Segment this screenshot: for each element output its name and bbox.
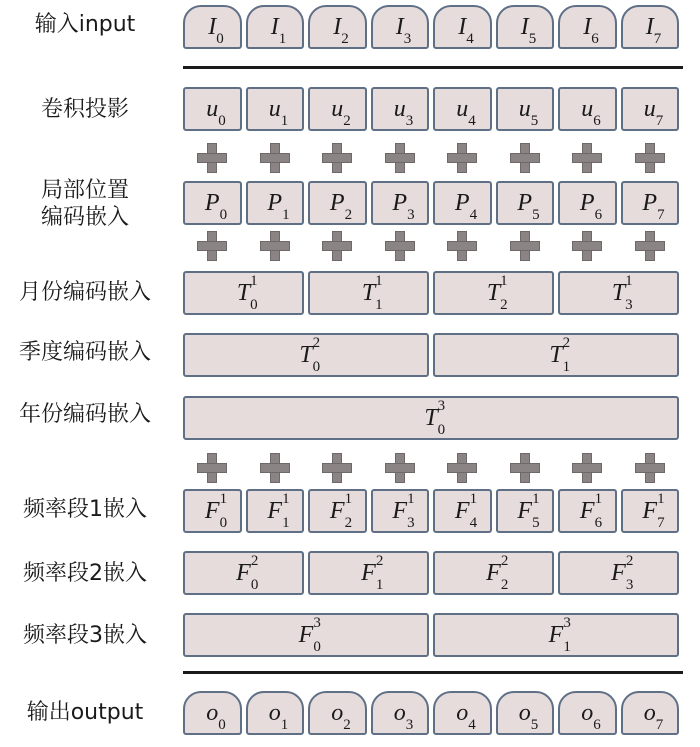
month-cell-symbol: T 1 0 [236, 272, 258, 313]
superscript: 1 [625, 272, 633, 289]
input-cell-3 [371, 5, 430, 49]
subscript: 7 [653, 30, 662, 47]
output-cell-2 [308, 691, 367, 735]
superscript: 3 [313, 614, 321, 631]
input-cell-5 [496, 5, 555, 49]
conv-cell-symbol: u 7 [643, 95, 664, 129]
band1-cell-0 [183, 489, 242, 533]
band1-cell-6 [558, 489, 617, 533]
pos-cell-2 [308, 181, 367, 225]
subscript: 2 [344, 514, 353, 531]
season-cell-symbol: T 2 1 [549, 334, 571, 375]
input-cell-symbol: I 4 [458, 13, 474, 47]
conv-cell-symbol: u 3 [393, 95, 414, 129]
conv-cell-2 [308, 87, 367, 131]
row-label-year: 年份编码嵌入 [18, 402, 151, 427]
row-label-input: 输入input [34, 12, 136, 37]
output-cell-7 [621, 691, 680, 735]
plus-icon [447, 231, 477, 261]
band3-cell-0 [183, 613, 429, 657]
output-cell-symbol: o 7 [643, 699, 664, 733]
subscript: 3 [405, 716, 414, 733]
pos-cell-symbol: P 1 [267, 189, 290, 223]
month-cell-0 [183, 271, 304, 315]
subscript: 1 [278, 30, 287, 47]
subscript: 0 [313, 638, 321, 655]
subscript: 4 [469, 206, 478, 223]
row-label-conv: 卷积投影 [40, 97, 129, 122]
subscript: 1 [280, 112, 289, 129]
subscript: 1 [563, 638, 571, 655]
band2-cell-symbol: F 2 3 [611, 552, 634, 593]
conv-cell-symbol: u 0 [206, 95, 226, 129]
pos-cell-symbol: P 3 [392, 189, 415, 223]
plus-icon [447, 143, 477, 173]
plus-icon [635, 453, 665, 483]
conv-cell-3 [371, 87, 430, 131]
output-cell-symbol: o 2 [331, 699, 351, 733]
subscript: 7 [655, 716, 664, 733]
subscript: 0 [218, 112, 226, 129]
subscript: 3 [407, 206, 415, 223]
band2-cell-symbol: F 2 1 [361, 552, 384, 593]
plus-icon [510, 143, 540, 173]
band2-cell-2 [433, 551, 554, 595]
subscript: 3 [625, 576, 634, 593]
year-cell-0 [183, 396, 679, 440]
subscript: 2 [343, 716, 351, 733]
plus-icon [510, 231, 540, 261]
band1-cell-symbol: F 1 6 [579, 490, 603, 531]
superscript: 3 [437, 397, 446, 414]
output-cell-symbol: o 1 [268, 699, 289, 733]
input-cell-6 [558, 5, 617, 49]
year-cell-symbol: T 3 0 [424, 397, 446, 438]
plus-icon [510, 453, 540, 483]
plus-icon [260, 453, 290, 483]
superscript: 1 [250, 272, 258, 289]
row-label-pos-line1: 局部位置 [40, 178, 129, 203]
month-cell-1 [308, 271, 429, 315]
season-cell-0 [183, 333, 429, 377]
output-cell-symbol: o 3 [393, 699, 414, 733]
conv-cell-6 [558, 87, 617, 131]
plus-icon [197, 143, 227, 173]
conv-cell-4 [433, 87, 492, 131]
superscript: 1 [594, 490, 603, 507]
pos-cell-symbol: P 0 [204, 189, 228, 223]
subscript: 6 [593, 716, 601, 733]
subscript: 7 [657, 206, 665, 223]
band1-cell-symbol: F 1 2 [329, 490, 353, 531]
season-cell-symbol: T 2 0 [299, 334, 321, 375]
output-separator-line [183, 671, 683, 674]
subscript: 0 [437, 421, 446, 438]
plus-icon [572, 231, 602, 261]
output-cell-1 [246, 691, 305, 735]
band2-cell-symbol: F 2 0 [236, 552, 259, 593]
pos-cell-symbol: P 7 [642, 189, 665, 223]
plus-icon [635, 143, 665, 173]
subscript: 3 [625, 296, 633, 313]
row-label-month: 月份编码嵌入 [18, 280, 151, 305]
subscript: 6 [593, 112, 601, 129]
input-cell-1 [246, 5, 305, 49]
row-label-pos-line2: 编码嵌入 [40, 205, 129, 230]
subscript: 0 [250, 576, 259, 593]
plus-icon [572, 453, 602, 483]
band1-cell-symbol: F 1 3 [392, 490, 415, 531]
band1-cell-symbol: F 1 0 [204, 490, 228, 531]
input-cell-0 [183, 5, 242, 49]
conv-cell-5 [496, 87, 555, 131]
subscript: 5 [528, 30, 537, 47]
band3-cell-1 [433, 613, 679, 657]
pos-cell-symbol: P 5 [517, 189, 540, 223]
plus-icon [572, 143, 602, 173]
superscript: 1 [219, 490, 228, 507]
subscript: 4 [468, 112, 476, 129]
input-cell-4 [433, 5, 492, 49]
plus-icon [322, 231, 352, 261]
input-cell-symbol: I 1 [270, 13, 287, 47]
plus-icon [260, 231, 290, 261]
pos-cell-7 [621, 181, 680, 225]
subscript: 7 [657, 514, 665, 531]
superscript: 1 [282, 490, 290, 507]
pos-cell-symbol: P 2 [329, 189, 353, 223]
superscript: 1 [375, 272, 383, 289]
subscript: 3 [407, 514, 415, 531]
subscript: 4 [469, 514, 478, 531]
month-cell-symbol: T 1 1 [361, 272, 383, 313]
month-cell-symbol: T 1 2 [486, 272, 508, 313]
plus-icon [260, 143, 290, 173]
pos-cell-6 [558, 181, 617, 225]
subscript: 7 [655, 112, 664, 129]
pos-cell-0 [183, 181, 242, 225]
output-cell-symbol: o 6 [581, 699, 601, 733]
row-label-band2: 频率段2嵌入 [23, 561, 147, 586]
row-label-output: 输出output [26, 700, 144, 725]
conv-cell-symbol: u 5 [518, 95, 539, 129]
pos-cell-5 [496, 181, 555, 225]
subscript: 0 [216, 30, 224, 47]
pos-cell-1 [246, 181, 305, 225]
plus-icon [447, 453, 477, 483]
subscript: 2 [500, 296, 508, 313]
plus-icon [635, 231, 665, 261]
band1-cell-3 [371, 489, 430, 533]
output-cell-6 [558, 691, 617, 735]
input-cell-symbol: I 0 [208, 13, 224, 47]
input-separator-line [183, 66, 683, 69]
plus-icon [197, 231, 227, 261]
band2-cell-0 [183, 551, 304, 595]
subscript: 4 [468, 716, 476, 733]
output-cell-4 [433, 691, 492, 735]
subscript: 1 [562, 358, 571, 375]
superscript: 1 [657, 490, 665, 507]
conv-cell-1 [246, 87, 305, 131]
subscript: 0 [218, 716, 226, 733]
band1-cell-1 [246, 489, 305, 533]
subscript: 5 [532, 206, 540, 223]
plus-icon [385, 453, 415, 483]
band1-cell-symbol: F 1 4 [454, 490, 478, 531]
plus-icon [385, 143, 415, 173]
plus-icon [385, 231, 415, 261]
subscript: 4 [466, 30, 474, 47]
pos-cell-4 [433, 181, 492, 225]
subscript: 1 [375, 296, 383, 313]
band1-cell-5 [496, 489, 555, 533]
band1-cell-symbol: F 1 1 [267, 490, 290, 531]
subscript: 1 [282, 206, 290, 223]
conv-cell-symbol: u 2 [331, 95, 351, 129]
subscript: 2 [500, 576, 509, 593]
subscript: 0 [219, 206, 228, 223]
subscript: 0 [312, 358, 321, 375]
input-cell-symbol: I 2 [333, 13, 349, 47]
output-cell-symbol: o 0 [206, 699, 226, 733]
conv-cell-symbol: u 1 [268, 95, 289, 129]
input-cell-symbol: I 5 [520, 13, 537, 47]
pos-cell-symbol: P 4 [454, 189, 478, 223]
band3-cell-symbol: F 3 0 [298, 614, 321, 655]
superscript: 2 [312, 334, 321, 351]
band1-cell-symbol: F 1 7 [642, 490, 665, 531]
plus-icon [322, 143, 352, 173]
output-cell-3 [371, 691, 430, 735]
subscript: 2 [341, 30, 349, 47]
superscript: 2 [562, 334, 571, 351]
output-cell-symbol: o 4 [456, 699, 476, 733]
month-cell-3 [558, 271, 679, 315]
input-cell-2 [308, 5, 367, 49]
superscript: 2 [375, 552, 384, 569]
plus-icon [322, 453, 352, 483]
subscript: 6 [594, 206, 603, 223]
month-cell-symbol: T 1 3 [611, 272, 633, 313]
conv-cell-symbol: u 6 [581, 95, 601, 129]
subscript: 2 [343, 112, 351, 129]
row-label-season: 季度编码嵌入 [18, 340, 151, 365]
subscript: 2 [344, 206, 353, 223]
band2-cell-symbol: F 2 2 [486, 552, 509, 593]
subscript: 1 [282, 514, 290, 531]
superscript: 2 [500, 552, 509, 569]
input-cell-7 [621, 5, 680, 49]
band1-cell-4 [433, 489, 492, 533]
band1-cell-7 [621, 489, 680, 533]
subscript: 0 [219, 514, 228, 531]
superscript: 3 [563, 614, 571, 631]
subscript: 6 [591, 30, 599, 47]
band2-cell-3 [558, 551, 679, 595]
row-label-band3: 频率段3嵌入 [23, 623, 147, 648]
output-cell-0 [183, 691, 242, 735]
conv-cell-7 [621, 87, 680, 131]
subscript: 0 [250, 296, 258, 313]
plus-icon [197, 453, 227, 483]
subscript: 5 [530, 716, 539, 733]
input-cell-symbol: I 7 [645, 13, 662, 47]
subscript: 6 [594, 514, 603, 531]
subscript: 1 [280, 716, 289, 733]
subscript: 5 [532, 514, 540, 531]
band1-cell-symbol: F 1 5 [517, 490, 540, 531]
band3-cell-symbol: F 3 1 [548, 614, 571, 655]
superscript: 1 [469, 490, 478, 507]
month-cell-2 [433, 271, 554, 315]
output-cell-5 [496, 691, 555, 735]
row-label-band1: 频率段1嵌入 [23, 497, 147, 522]
band2-cell-1 [308, 551, 429, 595]
subscript: 3 [405, 112, 414, 129]
input-cell-symbol: I 6 [583, 13, 599, 47]
subscript: 5 [530, 112, 539, 129]
superscript: 2 [250, 552, 259, 569]
superscript: 1 [532, 490, 540, 507]
output-cell-symbol: o 5 [518, 699, 539, 733]
season-cell-1 [433, 333, 679, 377]
subscript: 1 [375, 576, 384, 593]
conv-cell-0 [183, 87, 242, 131]
superscript: 2 [625, 552, 634, 569]
input-cell-symbol: I 3 [395, 13, 412, 47]
pos-cell-3 [371, 181, 430, 225]
pos-cell-symbol: P 6 [579, 189, 603, 223]
superscript: 1 [500, 272, 508, 289]
superscript: 1 [344, 490, 353, 507]
subscript: 3 [403, 30, 412, 47]
conv-cell-symbol: u 4 [456, 95, 476, 129]
band1-cell-2 [308, 489, 367, 533]
superscript: 1 [407, 490, 415, 507]
